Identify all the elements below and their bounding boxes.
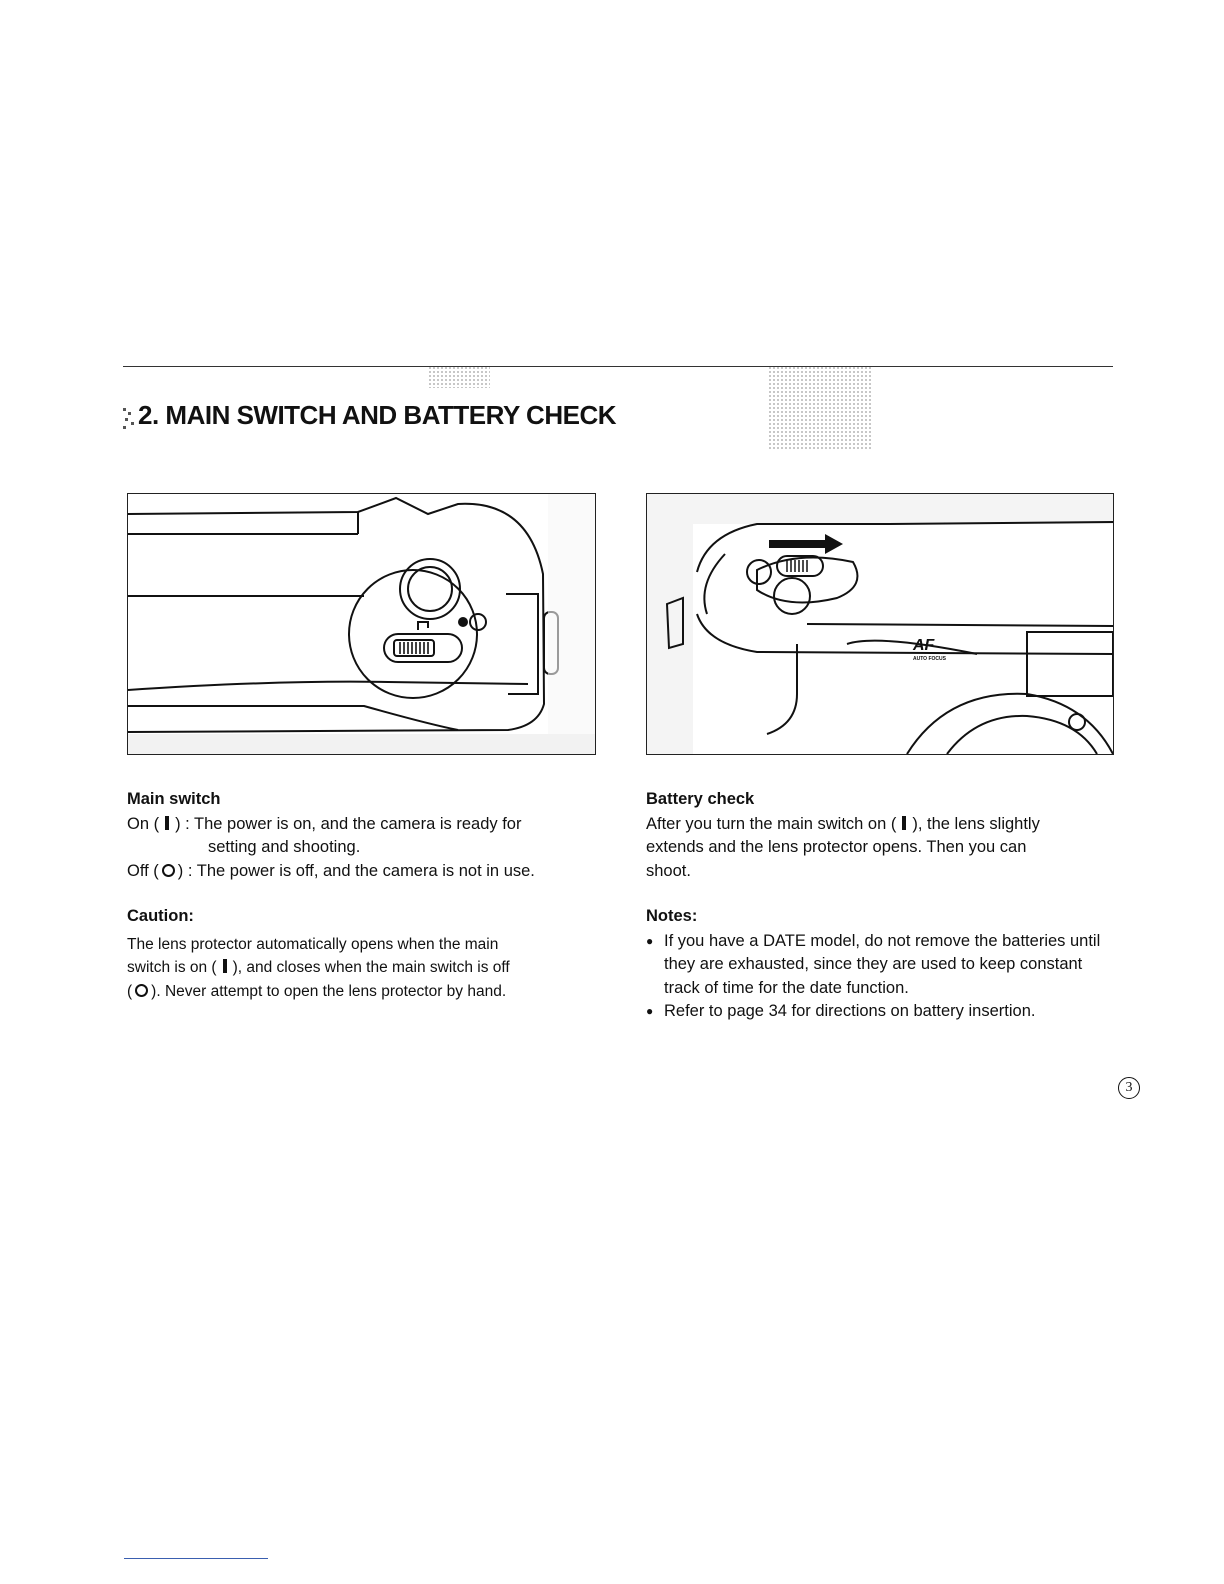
caution-line-2	[127, 956, 597, 980]
scan-noise	[428, 366, 490, 388]
caution-line-2-suffix: ), and closes when the main switch is off	[232, 959, 510, 976]
caution-line-1: The lens protector automatically opens when the main	[127, 935, 499, 953]
section-title: 2. MAIN SWITCH AND BATTERY CHECK	[138, 400, 616, 430]
battery-line-1-prefix: After you turn the main switch on (	[646, 814, 897, 833]
caution-line-2-prefix: switch is on (	[127, 959, 217, 976]
battery-check-illustration	[646, 493, 1114, 755]
battery-check-heading: Battery check	[646, 790, 755, 808]
battery-line-1-suffix: ), the lens slightly	[912, 814, 1040, 833]
on-definition	[127, 813, 597, 837]
off-symbol-icon	[135, 984, 148, 997]
scan-noise	[768, 366, 872, 450]
on-prefix: On (	[127, 814, 160, 833]
off-definition	[127, 860, 597, 884]
off-suffix: ) : The power is off, and the camera is not in use.	[177, 861, 535, 880]
battery-line-3: shoot.	[646, 861, 691, 880]
caution-line-3-prefix: (	[127, 982, 133, 1000]
notes-list	[646, 930, 1116, 1024]
page-number: 3	[1118, 1077, 1140, 1099]
on-continuation: setting and shooting.	[208, 838, 361, 856]
off-symbol-icon	[162, 864, 175, 877]
caution-line-3-suffix: ). Never attempt to open the lens protector by hand.	[151, 982, 507, 1000]
caution-body	[127, 933, 597, 1004]
header-rule	[123, 366, 1113, 367]
left-column	[127, 788, 597, 1003]
notes-heading: Notes:	[646, 907, 698, 925]
battery-line-1	[646, 813, 1116, 837]
section-marker	[123, 396, 137, 430]
af-logo: AF	[913, 637, 935, 654]
off-prefix: Off (	[127, 861, 159, 880]
battery-line-2: extends and the lens protector opens. Then you can	[646, 838, 1027, 856]
af-caption: AUTO FOCUS	[913, 656, 946, 662]
main-switch-heading: Main switch	[127, 790, 221, 808]
on-symbol-icon	[165, 816, 169, 830]
caution-line-3	[127, 980, 597, 1004]
on-symbol-icon	[902, 816, 906, 830]
note-item: ● Refer to page 34 for directions on battery insertion.	[646, 1000, 1116, 1024]
note-item: ● If you have a DATE model, do not remove the batteries until they are exhausted, since they are used to keep constant track of time for the date function.	[646, 930, 1116, 1001]
right-column	[646, 788, 1116, 1024]
caution-heading: Caution:	[127, 907, 194, 925]
main-switch-illustration	[127, 493, 596, 755]
on-symbol-icon	[223, 959, 227, 973]
on-suffix: ) : The power is on, and the camera is ready for	[175, 814, 522, 833]
footer-rule	[124, 1558, 268, 1559]
